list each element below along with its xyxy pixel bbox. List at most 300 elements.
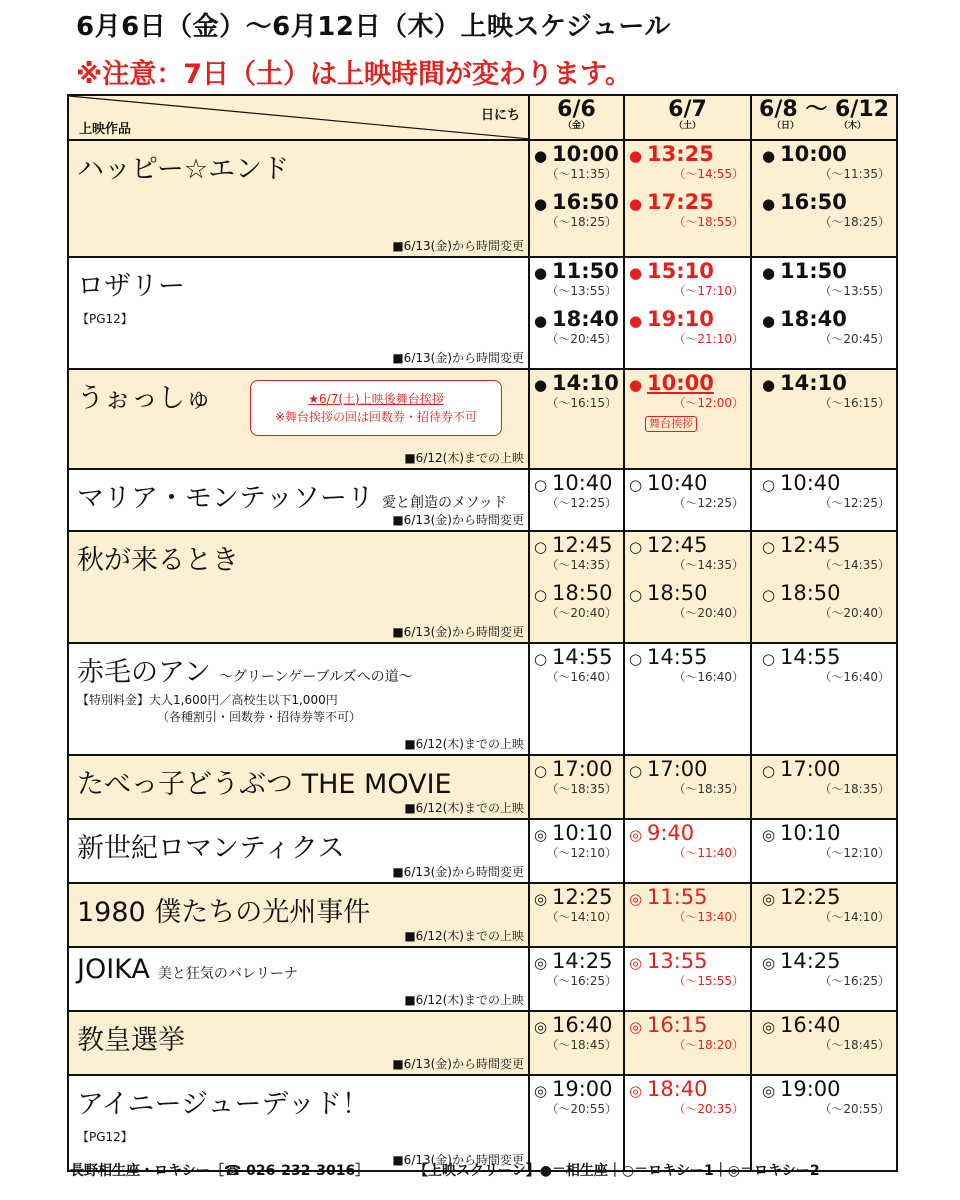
film-row: [68, 140, 897, 257]
start-time-text: 16:40: [552, 1013, 613, 1037]
film-title: [77, 147, 289, 186]
rating-badge: 【PG12】: [77, 312, 133, 326]
showtime-cell: [624, 469, 751, 531]
start-time: [762, 582, 896, 606]
start-time: [534, 950, 623, 974]
showtime: [629, 534, 750, 573]
screen-mark: ○: [762, 476, 776, 494]
screen-mark: ◎: [534, 826, 548, 844]
film-title: [77, 476, 507, 515]
film-title: [77, 762, 452, 801]
start-time: [762, 372, 896, 396]
screen-mark: ○: [762, 538, 776, 556]
start-time: [534, 472, 623, 496]
end-time: （～18:25）: [819, 215, 890, 229]
end-time: （～16:25）: [546, 974, 617, 988]
start-time: [534, 308, 623, 332]
screen-mark: ○: [629, 476, 643, 494]
screen-mark: ●: [762, 147, 776, 165]
start-time: [762, 646, 896, 670]
start-time: [629, 143, 750, 167]
start-time-text: 10:00: [647, 371, 714, 395]
showtime-cell: [529, 883, 624, 947]
showtime-cell: [529, 947, 624, 1011]
screen-mark: ○: [534, 586, 548, 604]
start-time-text: 13:55: [647, 949, 708, 973]
end-time: （～20:40）: [673, 606, 744, 620]
screen-mark: ○: [629, 538, 643, 556]
start-time: [629, 191, 750, 215]
showtime: [534, 582, 623, 621]
film-row: [68, 469, 897, 531]
showtime: [762, 646, 896, 685]
end-time: （～20:40）: [819, 606, 890, 620]
start-time: [534, 534, 623, 558]
start-time: [629, 260, 750, 284]
screen-mark: ●: [629, 264, 643, 282]
end-time: （～14:35）: [546, 558, 617, 572]
start-time: [534, 191, 623, 215]
showtime: [629, 758, 750, 797]
showtime: [629, 1014, 750, 1053]
start-time: [762, 950, 896, 974]
showtime: [629, 372, 750, 411]
film-title-text: アイニージューデッド！: [77, 1089, 369, 1120]
showtime: [762, 1078, 896, 1117]
end-time: （～12:25）: [546, 496, 617, 510]
screen-mark: ●: [629, 195, 643, 213]
screen-mark: ●: [762, 376, 776, 394]
start-time: [534, 822, 623, 846]
screen-mark: ◎: [629, 826, 643, 844]
day-label: 6/8 ～ 6/12: [759, 97, 889, 122]
showtime: [762, 191, 896, 230]
start-time-text: 14:10: [552, 371, 619, 395]
showtime: [629, 886, 750, 925]
start-time: [629, 822, 750, 846]
end-time: （～13:55）: [819, 284, 890, 298]
showtime: [762, 308, 896, 347]
start-time-text: 17:00: [647, 757, 708, 781]
film-title: [77, 826, 345, 865]
screen-mark: ●: [629, 376, 643, 394]
schedule-note: ■6/12(木)までの上映: [404, 993, 524, 1007]
start-time-text: 12:45: [552, 533, 613, 557]
film-title: [77, 538, 239, 577]
end-time: （～17:10）: [673, 284, 744, 298]
screen-mark: ○: [762, 586, 776, 604]
film-cell: [68, 140, 529, 257]
showtime-cell: [529, 755, 624, 819]
showtime-cell: [751, 755, 897, 819]
film-row: [68, 257, 897, 369]
stage-greeting-restriction: ※舞台挨拶の回は回数券・招待券不可: [274, 410, 478, 424]
start-time: [629, 472, 750, 496]
screen-mark: ○: [629, 650, 643, 668]
end-time: （～14:55）: [673, 167, 744, 181]
stage-greeting-line: ★6/7(土)上映後舞台挨拶: [308, 392, 444, 406]
showtime: [534, 191, 623, 230]
screen-mark: ○: [534, 650, 548, 668]
screen-mark: ◎: [762, 1082, 776, 1100]
showtime: [629, 260, 750, 299]
end-time: （～20:35）: [673, 1102, 744, 1116]
start-time-text: 10:10: [552, 821, 613, 845]
film-row: [68, 947, 897, 1011]
start-time-text: 13:25: [647, 142, 714, 166]
showtime: [762, 822, 896, 861]
start-time-text: 10:40: [552, 471, 613, 495]
showtime-cell: [529, 140, 624, 257]
start-time-text: 18:40: [647, 1077, 708, 1101]
film-title-text: うぉっしゅ: [77, 383, 212, 414]
screen-mark: ◎: [534, 890, 548, 908]
film-cell: [68, 755, 529, 819]
day-header-2: [624, 95, 751, 140]
end-time: （～18:35）: [546, 782, 617, 796]
showtime-cell: [624, 1011, 751, 1075]
film-row: [68, 1011, 897, 1075]
showtime: [534, 758, 623, 797]
start-time-text: 17:25: [647, 190, 714, 214]
end-time: （～14:10）: [819, 910, 890, 924]
showtime: [534, 308, 623, 347]
showtime-cell: [529, 469, 624, 531]
start-time-text: 16:40: [780, 1013, 841, 1037]
film-title-text: マリア・モンテッソーリ: [77, 483, 374, 514]
showtime: [762, 582, 896, 621]
day-label: 6/6: [557, 97, 596, 122]
end-time: （～12:10）: [819, 846, 890, 860]
film-row: [68, 643, 897, 755]
end-time: （～18:45）: [819, 1038, 890, 1052]
start-time-text: 16:50: [552, 190, 619, 214]
start-time: [534, 372, 623, 396]
end-time: （～13:40）: [673, 910, 744, 924]
film-row: [68, 369, 897, 469]
end-time: （～18:45）: [546, 1038, 617, 1052]
stage-greeting-box: [250, 380, 502, 436]
start-time: [629, 646, 750, 670]
showtime-cell: [751, 1075, 897, 1171]
start-time-text: 14:55: [647, 645, 708, 669]
showtime: [534, 472, 623, 511]
end-time: （～18:35）: [819, 782, 890, 796]
schedule-note: ■6/12(木)までの上映: [404, 451, 524, 465]
end-time: （～18:20）: [673, 1038, 744, 1052]
film-title-text: 新世紀ロマンティクス: [77, 833, 345, 864]
end-time: （～16:40）: [546, 670, 617, 684]
showtime-cell: [624, 643, 751, 755]
showtime-cell: [624, 531, 751, 643]
film-title: [77, 376, 212, 415]
end-time: （～20:55）: [819, 1102, 890, 1116]
showtime-cell: [751, 140, 897, 257]
corner-diagonal: [69, 96, 530, 139]
screen-mark: ◎: [629, 954, 643, 972]
film-title: [77, 1018, 185, 1057]
start-time: [629, 886, 750, 910]
end-time: （～14:10）: [546, 910, 617, 924]
showtime-cell: [624, 140, 751, 257]
start-time-text: 19:00: [552, 1077, 613, 1101]
showtime-cell: [529, 531, 624, 643]
start-time: [762, 143, 896, 167]
end-time: （～20:45）: [546, 332, 617, 346]
showtime-cell: [529, 643, 624, 755]
showtime: [762, 472, 896, 511]
showtime: [629, 143, 750, 182]
start-time: [534, 582, 623, 606]
schedule-note: ■6/13(金)から時間変更: [392, 1057, 524, 1071]
end-time: （～15:55）: [673, 974, 744, 988]
screen-mark: ●: [534, 195, 548, 213]
film-title-text: たべっ子どうぶつ THE MOVIE: [77, 769, 452, 800]
showtime-cell: [624, 1075, 751, 1171]
header-row: [68, 95, 897, 140]
screen-mark: ◎: [762, 1018, 776, 1036]
start-time-text: 18:50: [647, 581, 708, 605]
weekday-label: （金）: [562, 121, 590, 131]
start-time-text: 14:55: [552, 645, 613, 669]
screen-mark: ◎: [629, 1082, 643, 1100]
start-time-text: 10:40: [780, 471, 841, 495]
showtime: [762, 886, 896, 925]
film-rows: [68, 140, 897, 1171]
film-row: [68, 755, 897, 819]
start-time-text: 14:55: [780, 645, 841, 669]
start-time: [534, 1078, 623, 1102]
film-row: [68, 1075, 897, 1171]
end-time: （～16:25）: [819, 974, 890, 988]
screen-mark: ○: [534, 762, 548, 780]
screen-mark: ◎: [762, 890, 776, 908]
end-time: （～20:55）: [546, 1102, 617, 1116]
start-time: [629, 582, 750, 606]
price-line: 【特別料金】大人1,600円／高校生以下1,000円: [77, 693, 338, 707]
schedule-note: ■6/12(木)までの上映: [404, 929, 524, 943]
start-time-text: 12:25: [780, 885, 841, 909]
film-title-text: 教皇選挙: [77, 1025, 185, 1056]
corner-title-label: 上映作品: [79, 122, 132, 137]
start-time-text: 14:25: [552, 949, 613, 973]
showtime: [762, 143, 896, 182]
start-time-text: 14:10: [780, 371, 847, 395]
start-time-text: 10:40: [647, 471, 708, 495]
film-cell: [68, 1075, 529, 1171]
screen-mark: ◎: [534, 1082, 548, 1100]
screen-mark: ○: [534, 476, 548, 494]
day-header-1: [529, 95, 624, 140]
showtime-cell: [751, 369, 897, 469]
end-time: （～16:40）: [819, 670, 890, 684]
end-time: （～11:35）: [819, 167, 890, 181]
start-time: [629, 758, 750, 782]
showtime-cell: [751, 531, 897, 643]
showtime: [762, 1014, 896, 1053]
film-cell: [68, 257, 529, 369]
film-title-text: JOIKA: [77, 954, 150, 985]
weekday-label: （木）: [838, 121, 866, 131]
start-time-text: 11:50: [780, 259, 847, 283]
schedule-table: [67, 94, 898, 1172]
film-cell: [68, 531, 529, 643]
showtime: [534, 1014, 623, 1053]
end-time: （～14:35）: [673, 558, 744, 572]
start-time-text: 19:00: [780, 1077, 841, 1101]
start-time: [534, 886, 623, 910]
schedule-notice: ※注意：7日（土）は上映時間が変わります。: [76, 59, 632, 90]
screen-mark: ◎: [534, 954, 548, 972]
film-title: [77, 890, 370, 929]
start-time-text: 9:40: [647, 821, 695, 845]
film-title-text: 1980 僕たちの光州事件: [77, 897, 371, 928]
film-title-text: ロザリー: [77, 271, 185, 302]
start-time: [534, 758, 623, 782]
showtime: [534, 534, 623, 573]
showtime-cell: [624, 755, 751, 819]
screen-mark: ●: [534, 376, 548, 394]
showtime-cell: [529, 257, 624, 369]
showtime-cell: [529, 819, 624, 883]
showtime: [534, 886, 623, 925]
showtime: [762, 950, 896, 989]
schedule-note: ■6/13(金)から時間変更: [392, 513, 524, 527]
film-cell: [68, 469, 529, 531]
showtime-cell: [751, 1011, 897, 1075]
showtime: [534, 822, 623, 861]
stage-greeting-tag: 舞台挨拶: [645, 416, 697, 432]
schedule-note: ■6/13(金)から時間変更: [392, 1153, 524, 1167]
film-row: [68, 883, 897, 947]
rating-badge: 【PG12】: [77, 1130, 133, 1144]
film-title-text: ハッピー☆エンド: [77, 154, 290, 185]
film-cell: [68, 819, 529, 883]
schedule-note: ■6/13(金)から時間変更: [392, 865, 524, 879]
start-time: [534, 143, 623, 167]
weekday-label: （日）: [772, 121, 800, 131]
schedule-note: ■6/13(金)から時間変更: [392, 625, 524, 639]
film-cell: [68, 947, 529, 1011]
schedule-title: 6月6日（金）～6月12日（木）上映スケジュール: [76, 12, 671, 42]
showtime: [762, 372, 896, 411]
showtime-cell: [751, 257, 897, 369]
start-time-text: 11:50: [552, 259, 619, 283]
start-time-text: 17:00: [552, 757, 613, 781]
end-time: （～12:25）: [819, 496, 890, 510]
day-header-3: [751, 95, 897, 140]
end-time: （～18:35）: [673, 782, 744, 796]
screen-mark: ○: [762, 650, 776, 668]
schedule-note: ■6/13(金)から時間変更: [392, 351, 524, 365]
start-time-text: 18:40: [780, 307, 847, 331]
showtime: [629, 472, 750, 511]
end-time: （～18:25）: [546, 215, 617, 229]
film-title: [77, 1082, 369, 1121]
weekday-label: （土）: [673, 121, 701, 131]
showtime-cell: [529, 1075, 624, 1171]
price-info: [77, 692, 361, 726]
price-exclusion: （各種割引・回数券・招待券等不可）: [157, 710, 362, 724]
start-time: [762, 886, 896, 910]
day-label: 6/7: [668, 97, 707, 122]
film-title-text: 秋が来るとき: [77, 545, 239, 576]
end-time: （～21:10）: [673, 332, 744, 346]
end-time: （～11:35）: [546, 167, 617, 181]
weekday-range: [752, 121, 896, 131]
showtime-cell: [624, 947, 751, 1011]
screen-mark: ◎: [534, 1018, 548, 1036]
film-cell: [68, 1011, 529, 1075]
start-time: [762, 260, 896, 284]
end-time: （～16:40）: [673, 670, 744, 684]
screen-mark: ●: [762, 195, 776, 213]
corner-date-label: 日にち: [480, 108, 520, 123]
start-time: [762, 472, 896, 496]
start-time: [629, 534, 750, 558]
screen-legend: 【上映スクリーン】●＝相生座｜○＝ロキシー1｜◎＝ロキシー2: [414, 1163, 820, 1179]
start-time: [762, 534, 896, 558]
start-time: [629, 308, 750, 332]
film-row: [68, 819, 897, 883]
start-time-text: 19:10: [647, 307, 714, 331]
start-time-text: 16:15: [647, 1013, 708, 1037]
screen-mark: ●: [534, 147, 548, 165]
showtime: [629, 191, 750, 230]
start-time: [534, 1014, 623, 1038]
end-time: （～11:40）: [673, 846, 744, 860]
start-time-text: 14:25: [780, 949, 841, 973]
film-subtitle: 愛と創造のメソッド: [382, 495, 507, 511]
film-cell: [68, 643, 529, 755]
start-time-text: 12:45: [647, 533, 708, 557]
showtime-cell: [624, 369, 751, 469]
start-time-text: 12:25: [552, 885, 613, 909]
start-time: [629, 1014, 750, 1038]
screen-mark: ●: [762, 264, 776, 282]
film-title: [77, 954, 298, 985]
film-cell: [68, 369, 529, 469]
showtime-cell: [751, 947, 897, 1011]
start-time: [762, 822, 896, 846]
showtime-cell: [624, 819, 751, 883]
showtime: [762, 758, 896, 797]
start-time-text: 10:00: [552, 142, 619, 166]
showtime-cell: [624, 883, 751, 947]
corner-cell: [68, 95, 529, 140]
start-time-text: 16:50: [780, 190, 847, 214]
start-time: [629, 950, 750, 974]
start-time-text: 17:00: [780, 757, 841, 781]
film-row: [68, 531, 897, 643]
screen-mark: ●: [629, 312, 643, 330]
start-time: [762, 1014, 896, 1038]
schedule-note: ■6/12(木)までの上映: [404, 737, 524, 751]
showtime: [629, 646, 750, 685]
showtime: [762, 260, 896, 299]
start-time: [762, 308, 896, 332]
end-time: （～20:40）: [546, 606, 617, 620]
screen-mark: ◎: [629, 890, 643, 908]
start-time-text: 18:40: [552, 307, 619, 331]
start-time: [629, 1078, 750, 1102]
screen-mark: ◎: [762, 826, 776, 844]
showtime: [629, 1078, 750, 1117]
end-time: （～20:45）: [819, 332, 890, 346]
screen-mark: ○: [629, 762, 643, 780]
showtime: [534, 260, 623, 299]
showtime: [629, 308, 750, 347]
